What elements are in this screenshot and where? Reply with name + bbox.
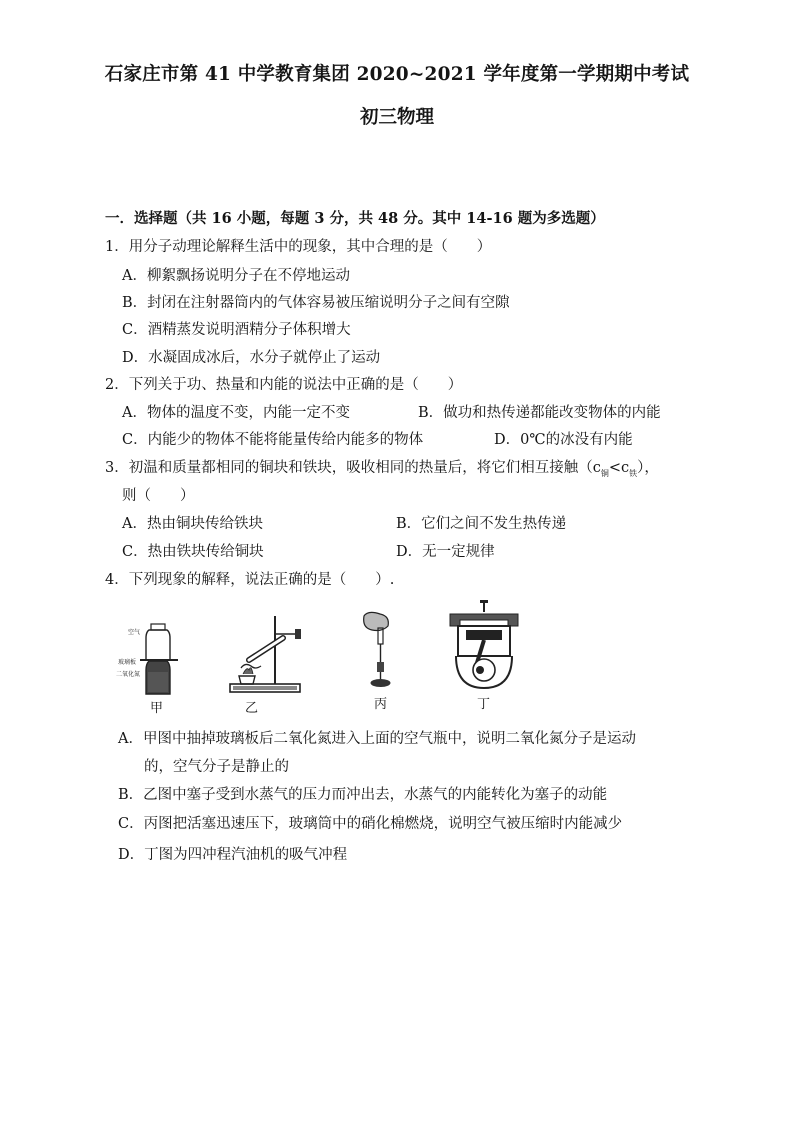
question-4-stem: 4．下列现象的解释，说法正确的是（ ）. [105,572,395,588]
figure-label-jia: 甲 [150,701,164,716]
question-4-option-a-cont: 的，空气分子是静止的 [144,759,289,775]
figure-bing [360,610,400,690]
question-3-option-c: C．热由铁块传给铜块 [122,544,264,560]
subscript-iron: 铁 [629,468,638,478]
jia-label-glass: 玻璃板 [118,659,137,666]
subscript-copper: 铜 [600,468,609,478]
question-4-option-d: D．丁图为四冲程汽油机的吸气冲程 [118,847,348,863]
question-2-option-a: A．物体的温度不变，内能一定不变 [122,405,350,421]
question-1-option-a: A．柳絮飘扬说明分子在不停地运动 [122,268,350,284]
jia-label-air: 空气 [128,629,141,636]
question-1-option-c: C．酒精蒸发说明酒精分子体积增大 [122,322,351,338]
figure-label-ding: 丁 [477,697,491,712]
question-3-option-a: A．热由铜块传给铁块 [122,516,263,532]
section-heading: 一．选择题（共 16 小题，每题 3 分，共 48 分。其中 14-16 题为多选题） [105,210,605,227]
less-than-c: <c [608,460,630,476]
figure-yi [225,608,315,698]
question-2-option-d: D．0℃的冰没有内能 [494,432,633,448]
question-2-option-b: B．做功和热传递都能改变物体的内能 [418,405,661,421]
question-4-option-b: B．乙图中塞子受到水蒸气的压力而冲出去，水蒸气的内能转化为塞子的动能 [118,787,608,803]
question-2-stem: 2．下列关于功、热量和内能的说法中正确的是（ ） [105,377,463,393]
jia-label-no2: 二氧化氮 [116,671,141,678]
question-2-option-c: C．内能少的物体不能将能量传给内能多的物体 [122,432,424,448]
question-3-stem [105,456,659,479]
exam-title: 石家庄市第 41 中学教育集团 2020~2021 学年度第一学期期中考试 [104,64,690,85]
figure-label-bing: 丙 [374,697,388,712]
question-4-option-a: A．甲图中抽掉玻璃板后二氧化氮进入上面的空气瓶中，说明二氧化氮分子是运动 [118,731,636,747]
figure-ding [444,600,524,692]
question-4-option-c: C．丙图把活塞迅速压下，玻璃筒中的硝化棉燃烧，说明空气被压缩时内能减少 [118,816,623,832]
question-3-stem-end: ）， [637,460,659,476]
figure-label-yi: 乙 [245,701,259,716]
exam-subject: 初三物理 [359,107,434,128]
question-1-stem: 1．用分子动理论解释生活中的现象，其中合理的是（ ） [105,239,492,255]
question-3-option-d: D．无一定规律 [396,544,495,560]
question-3-stem-line2: 则（ ） [122,488,195,504]
question-3-stem-text: 3．初温和质量都相同的铜块和铁块，吸收相同的热量后，将它们相互接触（c [105,460,601,476]
question-1-option-b: B．封闭在注射器筒内的气体容易被压缩说明分子之间有空隙 [122,295,510,311]
question-3-option-b: B．它们之间不发生热传递 [396,516,567,532]
question-1-option-d: D．水凝固成冰后，水分子就停止了运动 [122,350,381,366]
